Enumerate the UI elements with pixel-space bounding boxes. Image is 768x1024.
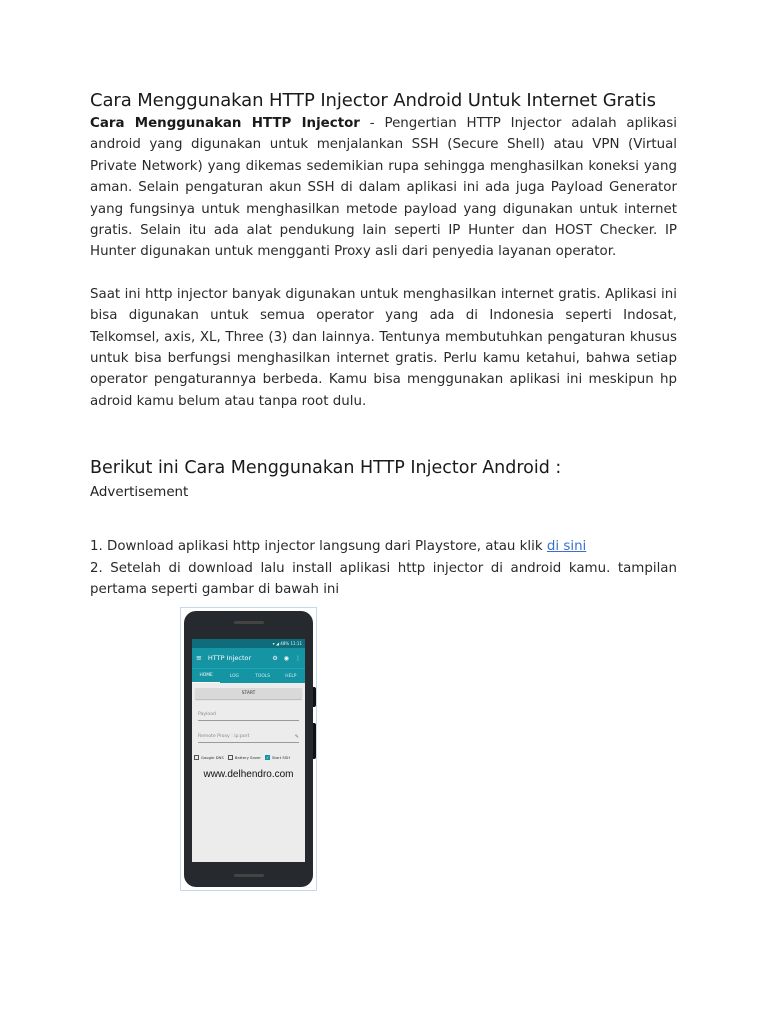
step-1 [90, 536, 677, 557]
overflow-menu-icon: ⋮ [295, 654, 301, 662]
phone-speaker [234, 621, 264, 624]
tab-home: HOME [192, 669, 220, 683]
phone-screenshot-image [180, 607, 317, 891]
start-button: START [195, 688, 302, 699]
app-bar [192, 648, 305, 668]
menu-icon: ≡ [196, 654, 202, 662]
phone-device [184, 611, 313, 887]
payload-field [198, 711, 299, 721]
step-1-text: 1. Download aplikasi http injector langsung dari Playstore, atau klik [90, 539, 547, 555]
checkbox-google-dns [194, 755, 224, 760]
checkbox-box [194, 755, 199, 760]
intro-text: - Pengertian HTTP Injector adalah aplikasi android yang digunakan untuk menjalankan SSH (Secure Shell) atau VPN (Virtual Private Network) yang dikemas sedemikian rupa sehingga menghasilkan koneksi yang aman. Selain pengaturan akun SSH di dalam aplikasi ini ada juga Payload Generator yang fungsinya untuk menghasilkan metode payload yang digunakan untuk internet gratis. Selain itu ada alat pendukung lain seperti IP Hunter dan HOST Checker. IP Hunter digunakan untuk mengganti Proxy asli dari penyedia layanan operator. [90, 116, 678, 260]
tab-log: LOG [229, 673, 239, 679]
payload-placeholder: Payload [198, 712, 216, 717]
watermark-text: www.delhendro.com [203, 769, 294, 780]
remote-proxy-field [198, 733, 299, 743]
checkbox-label: Start SSH [271, 755, 291, 760]
app-title: HTTP Injector [207, 654, 252, 662]
gear-icon: ⚙ [272, 654, 278, 662]
checkbox-battery-saver [228, 755, 261, 760]
section-heading: Berikut ini Cara Menggunakan HTTP Injector Android : [90, 458, 562, 479]
check-icon: ✓ [265, 755, 270, 760]
phone-speaker-bottom [234, 874, 264, 877]
advertisement-label: Advertisement [90, 485, 189, 501]
signal-icon: ◉ [283, 654, 289, 662]
option-checkboxes [194, 755, 303, 760]
tab-help: HELP [285, 673, 297, 679]
page-title: Cara Menggunakan HTTP Injector Android Untuk Internet Gratis [90, 90, 656, 111]
paragraph-2: Saat ini http injector banyak digunakan untuk menghasilkan internet gratis. Aplikasi ini bisa digunakan untuk semua operator yang ada di Indonesia seperti Indosat, Telkomsel, axis, XL, Three (3) dan lainnya. Tentunya membutuhkan pengaturan khusus untuk bisa berfungsi menghasilkan internet gratis. Perlu kamu ketahui, bahwa setiap operator pengaturannya berbeda. Kamu bisa menggunakan aplikasi ini meskipun hp adroid kamu belum atau tanpa root dulu. [90, 286, 677, 409]
phone-screen [192, 639, 305, 862]
checkbox-label: Battery Saver [234, 755, 261, 760]
intro-bold-lead: Cara Menggunakan HTTP Injector [90, 116, 360, 131]
checkbox-start-ssh [265, 755, 290, 760]
pencil-icon: ✎ [294, 734, 299, 740]
download-link[interactable]: di sini [546, 539, 587, 555]
app-tabs [192, 668, 305, 683]
phone-volume-button [313, 723, 316, 759]
article [90, 90, 677, 601]
step-2: 2. Setelah di download lalu install aplikasi http injector di android kamu. tampilan pertama seperti gambar di bawah ini [90, 560, 677, 598]
intro-paragraph [90, 113, 677, 263]
proxy-placeholder: Remote Proxy : ip:port [198, 734, 250, 739]
phone-status-bar: ▾ ◢ 48% 11:11 [192, 639, 305, 648]
tab-tools: TOOLS [255, 673, 271, 679]
checkbox-box [228, 755, 233, 760]
checkbox-label: Google DNS [201, 755, 224, 760]
phone-power-button [313, 687, 316, 707]
